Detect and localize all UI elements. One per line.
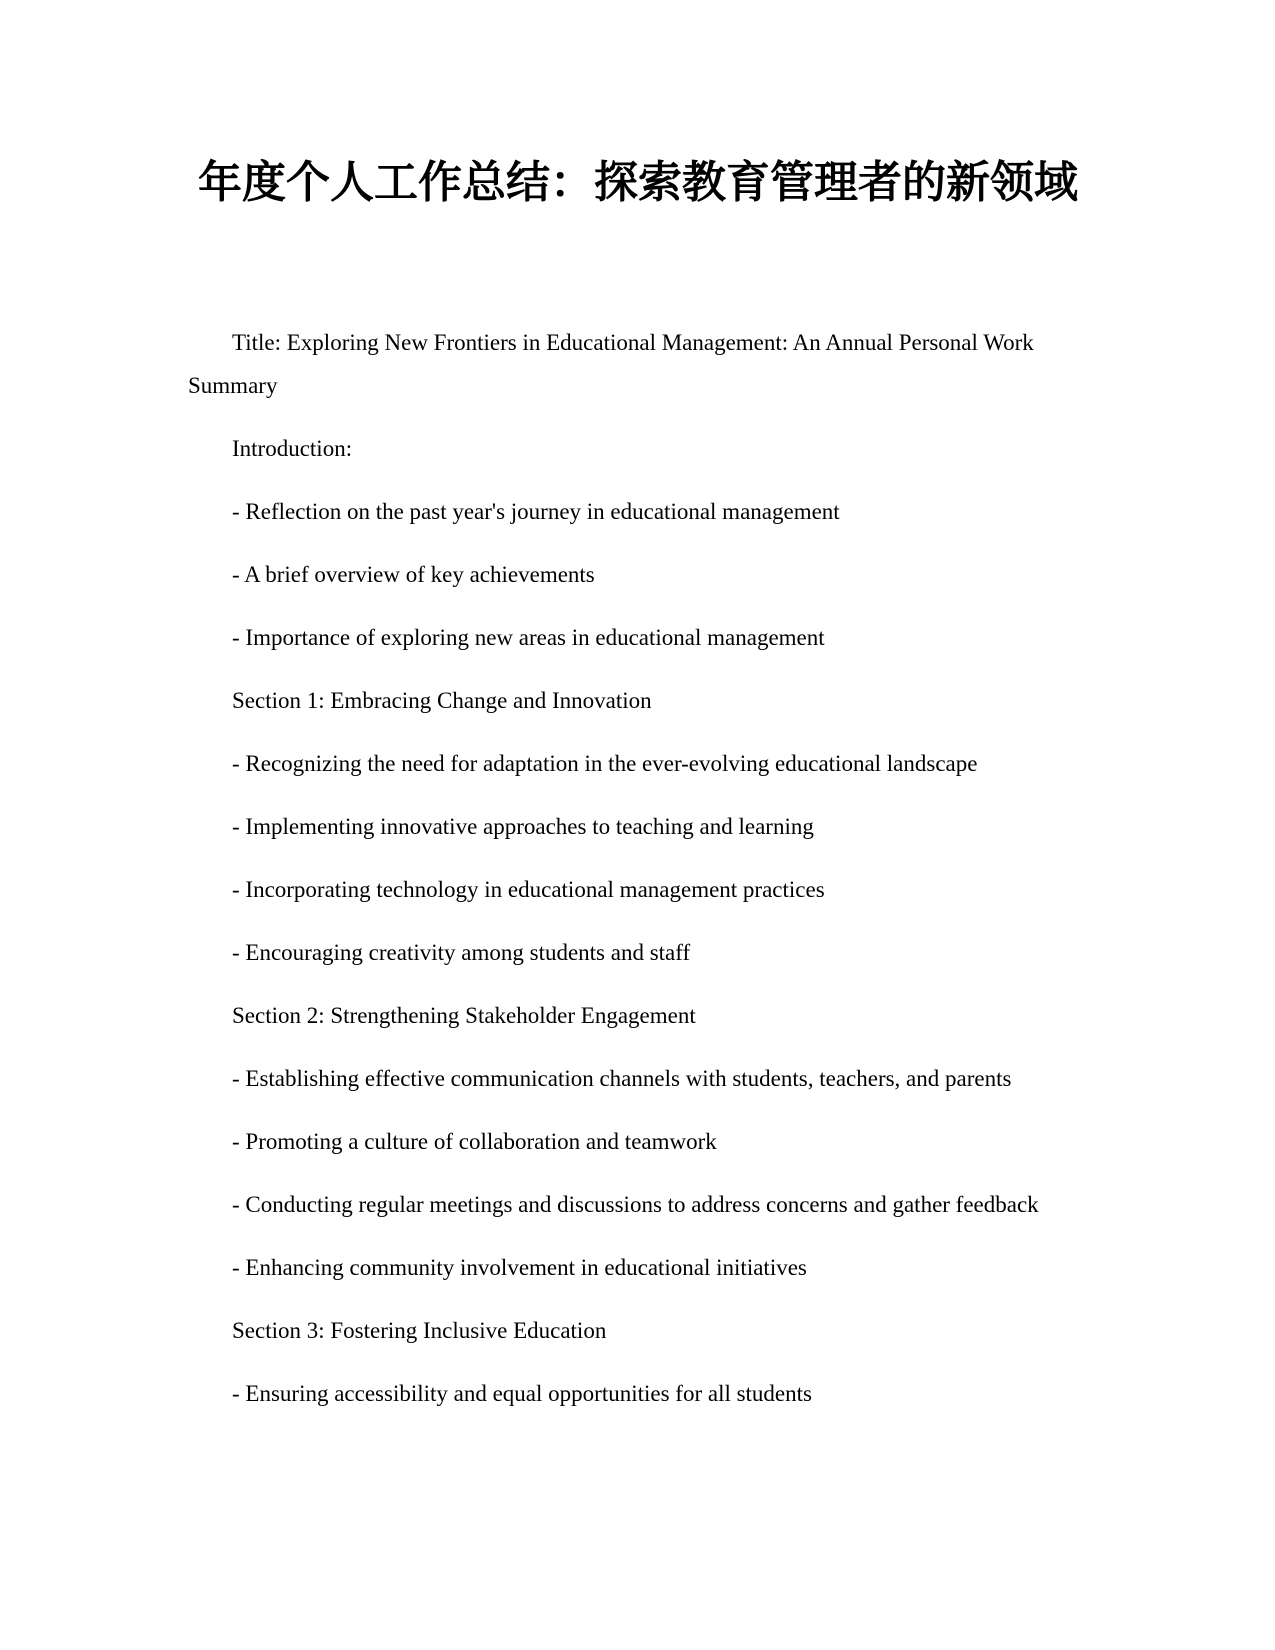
paragraph-bullet: - Conducting regular meetings and discussions to address concerns and gather feedback (232, 1192, 1039, 1217)
paragraph-bullet: - Reflection on the past year's journey in educational management (232, 499, 840, 524)
paragraph-bullet: - Implementing innovative approaches to teaching and learning (232, 814, 814, 839)
paragraph-bullet: - A brief overview of key achievements (232, 562, 595, 587)
paragraph-bullet: - Promoting a culture of collaboration and teamwork (232, 1129, 717, 1154)
document-body (188, 321, 1088, 1435)
paragraph-section-3-heading: Section 3: Fostering Inclusive Education (232, 1318, 607, 1343)
paragraph-section-1-heading: Section 1: Embracing Change and Innovation (232, 688, 652, 713)
paragraph-bullet: - Incorporating technology in educational management practices (232, 877, 825, 902)
paragraph-bullet: - Establishing effective communication channels with students, teachers, and parents (232, 1066, 1012, 1091)
paragraph-title-line: Title: Exploring New Frontiers in Educational Management: An Annual Personal Work Summary (188, 330, 1034, 398)
paragraph-bullet: - Enhancing community involvement in educational initiatives (232, 1255, 807, 1280)
document-title: 年度个人工作总结：探索教育管理者的新领域 (198, 157, 1078, 208)
paragraph-bullet: - Recognizing the need for adaptation in the ever-evolving educational landscape (232, 751, 978, 776)
paragraph-introduction-heading: Introduction: (232, 436, 353, 461)
paragraph-bullet: - Encouraging creativity among students and staff (232, 940, 691, 965)
paragraph-section-2-heading: Section 2: Strengthening Stakeholder Engagement (232, 1003, 696, 1028)
paragraph-bullet: - Ensuring accessibility and equal opportunities for all students (232, 1381, 812, 1406)
paragraph-bullet: - Importance of exploring new areas in educational management (232, 625, 825, 650)
